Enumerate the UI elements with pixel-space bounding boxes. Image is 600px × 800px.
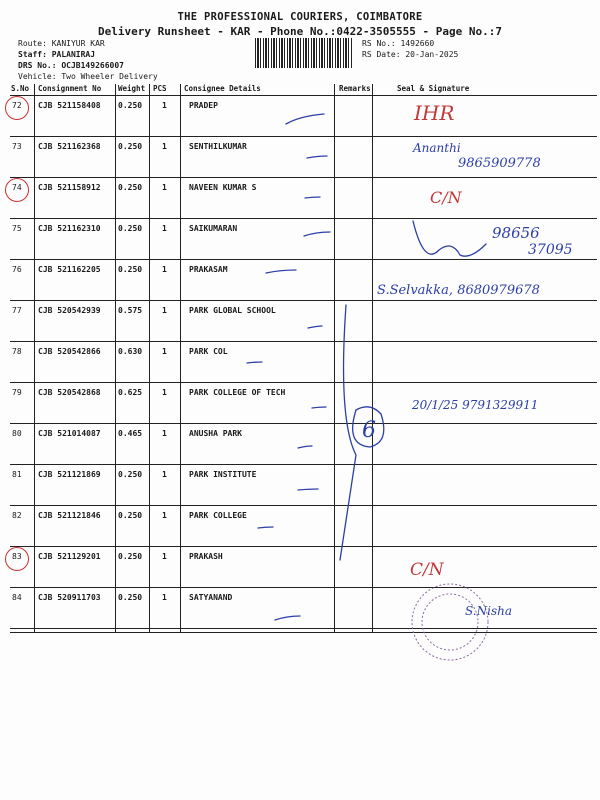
row-sno: 77 xyxy=(12,306,22,315)
row-consignee: PRAKASH xyxy=(189,552,223,561)
row-sno: 75 xyxy=(12,224,22,233)
remark-long-stroke xyxy=(340,305,356,560)
row-sno: 79 xyxy=(12,388,22,397)
row-consignment-no: CJB 520911703 xyxy=(38,593,101,602)
row-pcs: 1 xyxy=(162,142,167,151)
rs-date: RS Date: 20-Jan-2025 xyxy=(362,50,459,59)
col-header-weight: Weight xyxy=(118,84,146,93)
remark-number: 6 xyxy=(362,418,376,443)
row-consignment-no: CJB 521121869 xyxy=(38,470,101,479)
row-sno: 80 xyxy=(12,429,22,438)
col-header-consignee: Consignee Details xyxy=(184,84,261,93)
row-pcs: 1 xyxy=(162,470,167,479)
row-consignee: SAIKUMARAN xyxy=(189,224,238,233)
row-consignment-no: CJB 520542868 xyxy=(38,388,101,397)
row-consignee: SATYANAND xyxy=(189,593,233,602)
row-pcs: 1 xyxy=(162,101,167,110)
staff-label: Staff: PALANIRAJ xyxy=(18,50,96,59)
row-weight: 0.630 xyxy=(118,347,143,356)
row-consignment-no: CJB 521121846 xyxy=(38,511,101,520)
row-weight: 0.250 xyxy=(118,101,143,110)
row-consignee: PARK GLOBAL SCHOOL xyxy=(189,306,276,315)
col-header-remarks: Remarks xyxy=(339,84,371,93)
row-pcs: 1 xyxy=(162,388,167,397)
row-sno: 82 xyxy=(12,511,22,520)
row-consignee: PRADEP xyxy=(189,101,218,110)
tick-mark xyxy=(305,197,320,198)
row-weight: 0.250 xyxy=(118,593,143,602)
vehicle-label: Vehicle: Two Wheeler Delivery xyxy=(18,72,158,81)
row-pcs: 1 xyxy=(162,347,167,356)
col-header-seal: Seal & Signature xyxy=(397,84,470,93)
row-weight: 0.250 xyxy=(118,552,143,561)
row-consignment-no: CJB 521158912 xyxy=(38,183,101,192)
receiver-name-phone: S.Selvakka, 8680979678 xyxy=(377,283,540,298)
row-consignee: PARK INSTITUTE xyxy=(189,470,257,479)
seal-stamp xyxy=(412,584,488,660)
remark-cn: C/N xyxy=(430,188,462,207)
row-consignee: NAVEEN KUMAR S xyxy=(189,183,257,192)
route-label: Route: KANIYUR KAR xyxy=(18,39,105,48)
row-weight: 0.625 xyxy=(118,388,143,397)
row-pcs: 1 xyxy=(162,511,167,520)
tick-mark xyxy=(247,362,262,363)
row-consignment-no: CJB 521014087 xyxy=(38,429,101,438)
row-consignment-no: CJB 521162205 xyxy=(38,265,101,274)
row-sno: 81 xyxy=(12,470,22,479)
row-sno: 76 xyxy=(12,265,22,274)
tick-mark xyxy=(298,489,318,490)
row-sno: 83 xyxy=(12,552,22,561)
row-weight: 0.250 xyxy=(118,142,143,151)
receiver-phone: 98656 xyxy=(492,224,540,242)
row-consignment-no: CJB 521162310 xyxy=(38,224,101,233)
row-pcs: 1 xyxy=(162,429,167,438)
row-highlight-circle xyxy=(5,96,29,120)
row-consignment-no: CJB 520542939 xyxy=(38,306,101,315)
row-pcs: 1 xyxy=(162,552,167,561)
receiver-phone: 37095 xyxy=(528,242,573,258)
tick-mark xyxy=(312,407,326,408)
row-consignee: PARK COL xyxy=(189,347,228,356)
receiver-name: Ananthi xyxy=(413,141,461,155)
row-weight: 0.250 xyxy=(118,265,143,274)
row-highlight-circle xyxy=(5,547,29,571)
row-sno: 73 xyxy=(12,142,22,151)
tick-mark xyxy=(275,616,300,620)
remark-cn: C/N xyxy=(410,560,444,580)
row-weight: 0.575 xyxy=(118,306,143,315)
remark-ihr: IHR xyxy=(414,101,455,125)
row-sno: 74 xyxy=(12,183,22,192)
row-sno: 84 xyxy=(12,593,22,602)
row-sno: 78 xyxy=(12,347,22,356)
row-consignee: PRAKASAM xyxy=(189,265,228,274)
row-pcs: 1 xyxy=(162,306,167,315)
col-header-sno: S.No xyxy=(11,84,30,93)
tick-mark xyxy=(266,270,296,273)
rs-number: RS No.: 1492660 xyxy=(362,39,435,48)
col-header-consignment: Consignment No xyxy=(38,84,102,93)
row-weight: 0.250 xyxy=(118,183,143,192)
row-consignee: SENTHILKUMAR xyxy=(189,142,247,151)
tick-mark xyxy=(286,114,324,124)
row-consignment-no: CJB 520542866 xyxy=(38,347,101,356)
row-consignment-no: CJB 521162368 xyxy=(38,142,101,151)
receiver-signature: S.Nisha xyxy=(465,604,512,618)
row-weight: 0.250 xyxy=(118,470,143,479)
row-pcs: 1 xyxy=(162,224,167,233)
row-pcs: 1 xyxy=(162,265,167,274)
tick-mark xyxy=(258,527,273,528)
row-weight: 0.465 xyxy=(118,429,143,438)
col-header-pcs: PCS xyxy=(153,84,167,93)
receiver-date-phone: 20/1/25 9791329911 xyxy=(412,398,539,412)
tick-mark xyxy=(307,156,327,158)
row-consignee: ANUSHA PARK xyxy=(189,429,242,438)
row-consignee: PARK COLLEGE OF TECH xyxy=(189,388,286,397)
signature-scribble xyxy=(413,221,486,256)
drs-label: DRS No.: OCJB149266007 xyxy=(18,61,124,70)
tick-mark xyxy=(308,326,322,328)
receiver-phone: 9865909778 xyxy=(458,156,541,171)
tick-mark xyxy=(304,232,330,236)
row-highlight-circle xyxy=(5,178,29,202)
company-title: THE PROFESSIONAL COURIERS, COIMBATORE xyxy=(177,11,423,23)
row-consignee: PARK COLLEGE xyxy=(189,511,247,520)
row-weight: 0.250 xyxy=(118,511,143,520)
row-sno: 72 xyxy=(12,101,22,110)
tick-mark xyxy=(298,446,312,448)
runsheet-title: Delivery Runsheet - KAR - Phone No.:0422-3505555 - Page No.:7 xyxy=(98,25,502,38)
row-weight: 0.250 xyxy=(118,224,143,233)
row-pcs: 1 xyxy=(162,593,167,602)
row-consignment-no: CJB 521158408 xyxy=(38,101,101,110)
row-consignment-no: CJB 521129201 xyxy=(38,552,101,561)
row-pcs: 1 xyxy=(162,183,167,192)
seal-stamp-inner xyxy=(422,594,478,650)
